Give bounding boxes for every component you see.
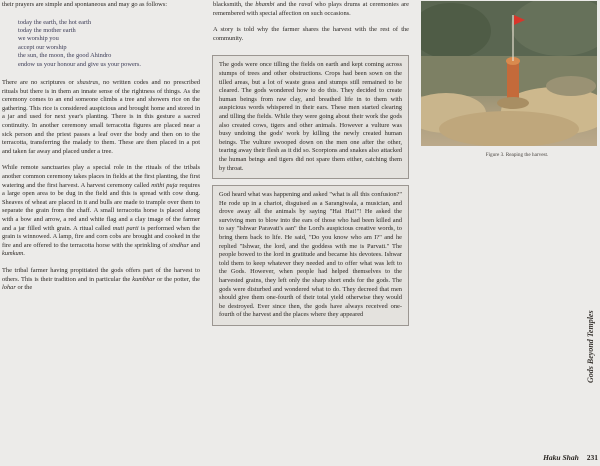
story-box-1 — [212, 55, 409, 179]
figure-caption: Figure 3. Reaping the harvest. — [485, 152, 549, 158]
prayer-poem — [18, 19, 200, 69]
sanctuaries-paragraph: While remote sanctuaries play a special role in the rituals of the tribals another common ceremony takes places in fields at the first planting, the first watering and the first harvest. A harvest ceremony called mithi puja requires a large open area to be dug in the field and this is spread with cow dung. Sheaves of wheat are placed in it and bulls are made to trample over them to separate the grain from the chaff. A small terracotta horse is placed along with a bow and arrow, a red and white flag and a clay image of the farmer and a jar filled with grain. A ritual called muti parti is performed when the grain is winnowed. A lamp, fire and corn cobs are brought and cooked in the fire and are offered to the terracotta horse with the sprinkling of sindhur and kumkum. — [2, 164, 200, 258]
poem-line: today the earth, the hot earth — [18, 18, 92, 26]
blacksmith-paragraph: blacksmith, the bhambi and the raval who plays drums at ceremonies are remembered with special affection on such occasions. — [213, 1, 409, 17]
middle-column — [213, 1, 409, 332]
story-text: The gods were once tilling the fields on earth and kept coming across stumps of trees and other obstructions. Crops had been sown on the tilled areas, but a lot of waste grass and stumps still remained to be cleared. The gods wondered how to do this. They decided to create human beings from raw clay, and breathed life in to them with auspicious words whispered in their ears. These men started clearing and tilling the fields. While they were going about their work the gods also created cows, tigers and other animals. However a vulture was busy undoing the gods' work by killing the newly created human beings. The vulture swooped down on the men one after the other, tearing away their flesh as it did so. Scorpions and snakes also attacked the human beings and tigers did not spare them either, catching them by throat. — [219, 61, 402, 172]
poem-line: the sun, the moon, the good Ahindro — [18, 52, 112, 60]
page-footer — [520, 453, 598, 462]
running-title: Gods Beyond Temples — [586, 310, 595, 383]
story-intro: A story is told why the farmer shares the harvest with the rest of the community. — [213, 26, 409, 42]
poem-line: endow us your honour and give us your powers. — [18, 60, 142, 68]
poem-line: today the mother earth — [18, 27, 76, 34]
story-text: God heard what was happening and asked "what is all this confusion?" He rode up in a chariot, disguised as a Sarangiwala, a musician, and drove away all the animals by saying "Hai Hai!"! He asked the surviving men to blow into the ears of those who had been killed and to say "Ishwar Paravati's aan" the Lord's auspicious creative words, to bring them back to life. He said, "Do you know who am I?" and he replied "Ishwar, the lord, and the goddess with me is Parvati." The people bowed to the lord in gratitude and became his devotees. Ishwar told them to keep whatever they needed and to offer what was left to the Gods. However, when people had helped themselves to the harvested grains, they left only the sharp short ends for the gods. The gods were disturbed and wondered what to do. They decreed that men should give them one-fourth of their total yield otherwise they would be destroyed. Ever since then, the gods have always received one-fourth of the harvest and the places where they appeared — [219, 191, 402, 319]
intro-paragraph: their prayers are simple and spontaneous and may go as follows: — [2, 1, 168, 8]
harvest-photo-image — [421, 1, 597, 146]
scriptures-paragraph: There are no scriptures or shastras, no written codes and no prescribed rituals but there is in them an innate sense of the rightness of things. As the ceremony comes to an end someone climbs a tree and showers rice on the gathering. This rice is considered auspicious and brought home and stored in a jar and used for next year's planting. There is in this gesture a sacred continuity. In another ceremony small terracotta figures are placed near a sick person and the priest passes a leaf over the body and then on to the terracotta, transferring the malady to them. These are then placed in a pot and taken far away and placed under a tree. — [2, 79, 200, 155]
story-box-2 — [212, 185, 409, 326]
left-column — [2, 1, 200, 301]
poem-line: accept our worship — [18, 43, 67, 51]
page-number: 231 — [586, 453, 598, 462]
farmer-paragraph: The tribal farmer having propitiated the gods offers part of the harvest to others. This is their tradition and in particular the kumbhar or the potter, the lohar or the — [2, 266, 200, 292]
author-name: Haku Shah — [543, 453, 579, 462]
harvest-photo — [421, 1, 597, 146]
poem-line: we worship you — [18, 35, 59, 43]
